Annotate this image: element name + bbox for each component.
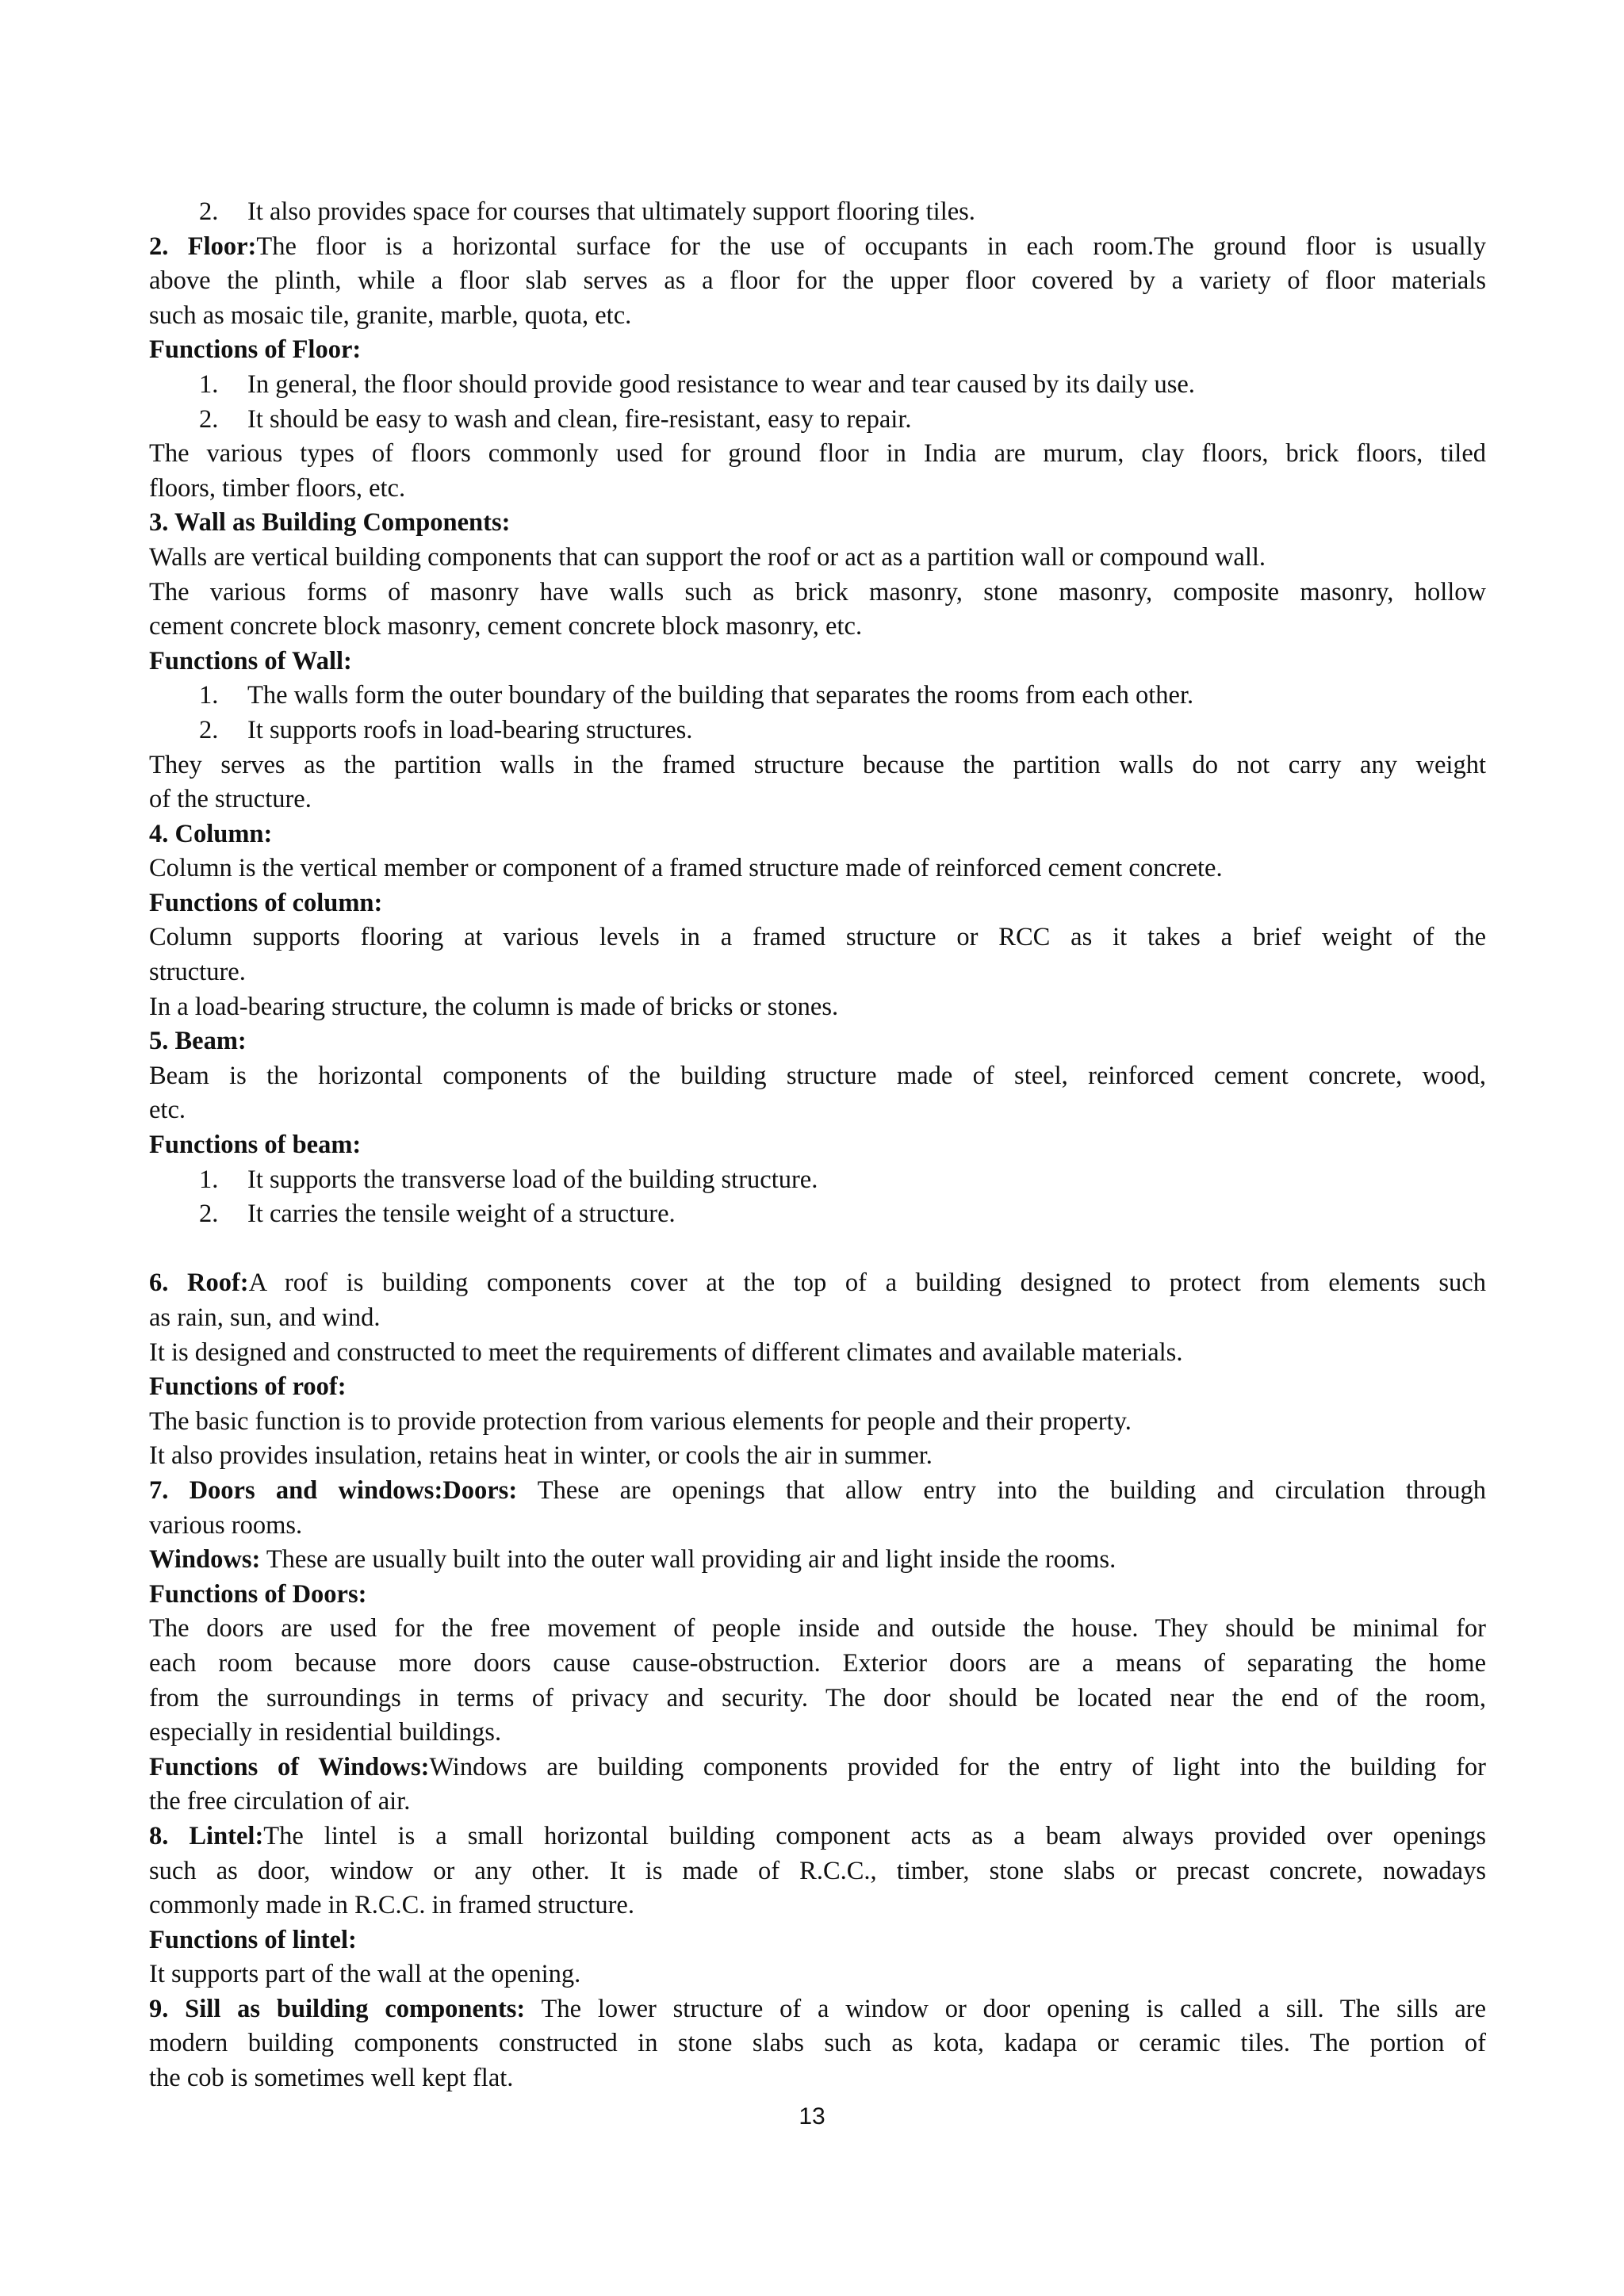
heading-text: 5. Beam: (149, 1027, 247, 1056)
line-text: from the surroundings in terms of privacy and security. The door should be located near the end of the room, (149, 1683, 1486, 1712)
line-text: above the plinth, while a floor slab serves as a floor for the upper floor covered by a variety of floor materials (149, 266, 1486, 296)
line-text: These are openings that allow entry into the building and circulation through (517, 1475, 1486, 1505)
paragraph-line (149, 1854, 1486, 1889)
line-text: Windows are building components provided for the entry of light into the building for (429, 1752, 1486, 1781)
heading-text: Functions of roof: (149, 1372, 347, 1402)
blank-line (149, 1232, 1486, 1267)
line-text: The various forms of masonry have walls such as brick masonry, stone masonry, composite masonry, hollow (149, 577, 1486, 607)
heading-text: Functions of Floor: (149, 335, 362, 365)
line-text: The lintel is a small horizontal building component acts as a beam always provided over openings (263, 1821, 1486, 1850)
paragraph-line (149, 610, 1486, 645)
list-item (149, 403, 1486, 438)
line-text: It supports part of the wall at the opening. (149, 1960, 581, 1989)
section-heading (149, 886, 1486, 921)
bold-lead: Windows: (149, 1545, 261, 1575)
paragraph-line (149, 920, 1486, 955)
line-text: Beam is the horizontal components of the building structure made of steel, reinforced cement concrete, wood, (149, 1061, 1486, 1090)
bold-lead: Functions of Windows: (149, 1752, 430, 1781)
paragraph-line (149, 1992, 1486, 2027)
section-heading (149, 645, 1486, 679)
heading-text: Functions of beam: (149, 1131, 362, 1160)
line-text: The lower structure of a window or door opening is called a sill. The sills are (525, 1994, 1486, 2023)
line-text: The basic function is to provide protection from various elements for people and their property. (149, 1406, 1132, 1436)
bold-lead: 9. Sill as building components: (149, 1994, 526, 2023)
list-text: It also provides space for courses that ultimately support flooring tiles. (247, 197, 975, 226)
list-item (149, 1163, 1486, 1198)
section-heading (149, 1024, 1486, 1059)
line-text: various rooms. (149, 1510, 303, 1540)
heading-text: Functions of Wall: (149, 646, 352, 675)
heading-text: 4. Column: (149, 819, 273, 848)
line-text: The doors are used for the free movement of people inside and outside the house. They should be minimal for (149, 1614, 1486, 1644)
paragraph-line (149, 1785, 1486, 1820)
page-number: 13 (799, 2103, 825, 2130)
bold-lead: 8. Lintel: (149, 1821, 264, 1850)
line-text: structure. (149, 958, 246, 987)
list-text: It should be easy to wash and clean, fire-resistant, easy to repair. (247, 404, 912, 434)
paragraph-line (149, 1647, 1486, 1682)
line-text: floors, timber floors, etc. (149, 473, 406, 503)
line-text: Column is the vertical member or component of a framed structure made of reinforced cement concrete. (149, 854, 1223, 883)
list-item (149, 195, 1486, 230)
list-number: 2. (199, 1200, 219, 1229)
paragraph-line (149, 230, 1486, 265)
heading-text: Functions of column: (149, 888, 383, 917)
list-item (149, 368, 1486, 403)
paragraph-line (149, 1336, 1486, 1371)
paragraph-line (149, 472, 1486, 507)
line-text: the cob is sometimes well kept flat. (149, 2064, 514, 2093)
line-text: Walls are vertical building components that can support the roof or act as a partition wall or compound wall. (149, 542, 1266, 572)
list-number: 1. (199, 681, 219, 710)
paragraph-line (149, 437, 1486, 472)
bold-lead: 7. Doors and windows:Doors: (149, 1475, 518, 1505)
line-text: as rain, sun, and wind. (149, 1303, 381, 1332)
heading-text: Functions of Doors: (149, 1579, 367, 1609)
paragraph-line (149, 851, 1486, 886)
section-heading (149, 1128, 1486, 1163)
list-text: In general, the floor should provide good resistance to wear and tear caused by its daily use. (247, 369, 1195, 399)
paragraph-line (149, 2061, 1486, 2096)
bold-lead: 6. Roof: (149, 1269, 249, 1298)
paragraph-line (149, 1301, 1486, 1336)
line-text: In a load-bearing structure, the column is made of bricks or stones. (149, 992, 839, 1021)
section-heading (149, 1578, 1486, 1613)
line-text: such as mosaic tile, granite, marble, quota, etc. (149, 300, 632, 330)
paragraph-line (149, 1751, 1486, 1785)
line-text: such as door, window or any other. It is made of R.C.C., timber, stone slabs or precast concrete, nowadays (149, 1856, 1486, 1885)
line-text: etc. (149, 1096, 186, 1125)
paragraph-line (149, 1266, 1486, 1301)
document-body (149, 195, 1486, 2096)
line-text: They serves as the partition walls in the framed structure because the partition walls do not carry any weight (149, 750, 1486, 779)
paragraph-line (149, 990, 1486, 1025)
line-text: especially in residential buildings. (149, 1718, 502, 1747)
paragraph-line (149, 783, 1486, 817)
line-text: each room because more doors cause cause-obstruction. Exterior doors are a means of separating the home (149, 1648, 1486, 1678)
paragraph-line (149, 1543, 1486, 1578)
paragraph-line (149, 1888, 1486, 1923)
paragraph-line (149, 955, 1486, 990)
list-text: It supports the transverse load of the building structure. (247, 1165, 818, 1194)
line-text: The various types of floors commonly used for ground floor in India are murum, clay floors, brick floors, tiled (149, 439, 1486, 469)
list-number: 2. (199, 715, 219, 744)
list-text: It carries the tensile weight of a structure. (247, 1200, 676, 1229)
line-text: A roof is building components cover at the top of a building designed to protect from elements such (248, 1269, 1486, 1298)
line-text: The floor is a horizontal surface for the use of occupants in each room.The ground floor is usually (256, 232, 1486, 261)
paragraph-line (149, 1439, 1486, 1474)
list-item (149, 679, 1486, 714)
heading-text: Functions of lintel: (149, 1925, 357, 1954)
paragraph-line (149, 1059, 1486, 1094)
list-text: It supports roofs in load-bearing structures. (247, 715, 693, 744)
section-heading (149, 1370, 1486, 1405)
line-text: modern building components constructed in stone slabs such as kota, kadapa or ceramic tiles. The portion of (149, 2029, 1486, 2058)
line-text: the free circulation of air. (149, 1787, 411, 1816)
paragraph-line (149, 1957, 1486, 1992)
paragraph-line (149, 576, 1486, 610)
paragraph-line (149, 299, 1486, 334)
paragraph-line (149, 1820, 1486, 1854)
heading-text: 3. Wall as Building Components: (149, 508, 511, 538)
paragraph-line (149, 1093, 1486, 1128)
paragraph-line (149, 2026, 1486, 2061)
line-text: of the structure. (149, 785, 312, 814)
line-text: cement concrete block masonry, cement concrete block masonry, etc. (149, 612, 863, 641)
list-number: 2. (199, 404, 219, 434)
line-text: It is designed and constructed to meet the requirements of different climates and available materials. (149, 1337, 1183, 1367)
section-heading (149, 817, 1486, 852)
paragraph-line (149, 1612, 1486, 1647)
paragraph-line (149, 1682, 1486, 1716)
line-text: It also provides insulation, retains heat in winter, or cools the air in summer. (149, 1441, 933, 1471)
line-text: Column supports flooring at various levels in a framed structure or RCC as it takes a brief weight of the (149, 923, 1486, 952)
list-number: 1. (199, 369, 219, 399)
section-heading (149, 333, 1486, 368)
list-number: 1. (199, 1165, 219, 1194)
list-item (149, 714, 1486, 748)
paragraph-line (149, 748, 1486, 783)
list-item (149, 1197, 1486, 1232)
paragraph-line (149, 1405, 1486, 1440)
paragraph-line (149, 541, 1486, 576)
section-heading (149, 506, 1486, 541)
paragraph-line (149, 264, 1486, 299)
bold-lead: 2. Floor: (149, 232, 257, 261)
list-number: 2. (199, 197, 219, 226)
list-text: The walls form the outer boundary of the building that separates the rooms from each other. (247, 681, 1194, 710)
section-heading (149, 1923, 1486, 1958)
paragraph-line (149, 1716, 1486, 1751)
line-text: commonly made in R.C.C. in framed structure. (149, 1891, 634, 1920)
paragraph-line (149, 1509, 1486, 1544)
paragraph-line (149, 1474, 1486, 1509)
line-text: These are usually built into the outer wall providing air and light inside the rooms. (260, 1545, 1116, 1575)
